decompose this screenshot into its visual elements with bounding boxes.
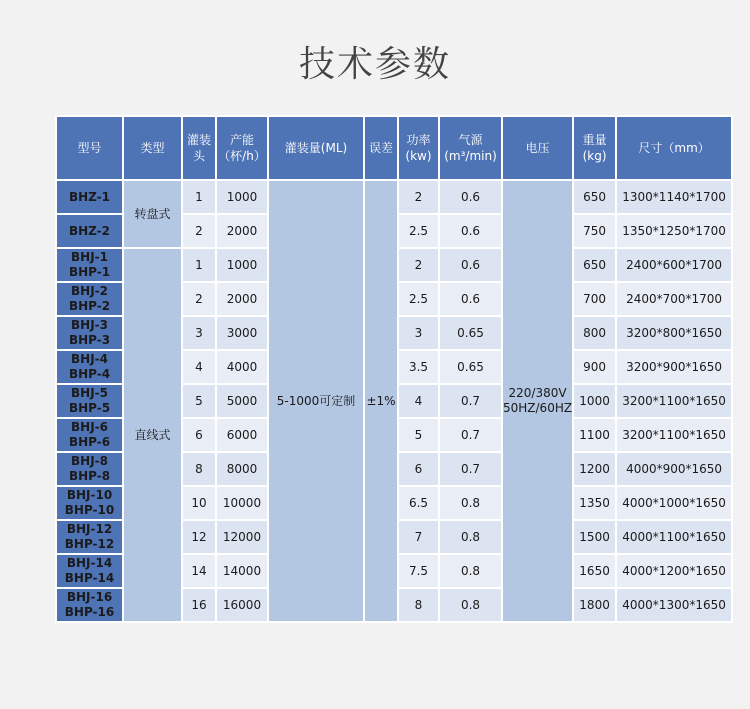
model-cell: BHJ-10 BHP-10 [56,486,123,520]
heads-cell: 12 [182,520,216,554]
size-cell: 2400*700*1700 [616,282,732,316]
voltage-cell: 220/380V 50HZ/60HZ [502,180,573,622]
air-cell: 0.65 [439,350,502,384]
header-size: 尺寸（mm） [616,116,732,180]
header-weight: 重量(kg) [573,116,616,180]
power-cell: 2 [398,248,439,282]
model-cell: BHJ-8 BHP-8 [56,452,123,486]
air-cell: 0.6 [439,282,502,316]
header-power: 功率(kw) [398,116,439,180]
size-cell: 3200*800*1650 [616,316,732,350]
capacity-cell: 1000 [216,248,268,282]
power-cell: 3 [398,316,439,350]
header-voltage: 电压 [502,116,573,180]
size-cell: 2400*600*1700 [616,248,732,282]
heads-cell: 1 [182,180,216,214]
volume-cell: 5-1000可定制 [268,180,364,622]
power-cell: 6 [398,452,439,486]
air-cell: 0.7 [439,384,502,418]
capacity-cell: 8000 [216,452,268,486]
model-cell: BHJ-12 BHP-12 [56,520,123,554]
model-cell: BHJ-1 BHP-1 [56,248,123,282]
air-cell: 0.8 [439,554,502,588]
heads-cell: 16 [182,588,216,622]
capacity-cell: 3000 [216,316,268,350]
weight-cell: 1800 [573,588,616,622]
error-cell: ±1% [364,180,398,622]
weight-cell: 650 [573,180,616,214]
capacity-cell: 2000 [216,214,268,248]
size-cell: 1350*1250*1700 [616,214,732,248]
table-row [56,180,732,214]
power-cell: 2.5 [398,214,439,248]
type-cell: 直线式 [123,248,182,622]
heads-cell: 14 [182,554,216,588]
size-cell: 1300*1140*1700 [616,180,732,214]
model-cell: BHZ-1 [56,180,123,214]
size-cell: 4000*1000*1650 [616,486,732,520]
power-cell: 4 [398,384,439,418]
power-cell: 2 [398,180,439,214]
heads-cell: 2 [182,282,216,316]
weight-cell: 1500 [573,520,616,554]
power-cell: 2.5 [398,282,439,316]
header-type: 类型 [123,116,182,180]
air-cell: 0.6 [439,180,502,214]
capacity-cell: 12000 [216,520,268,554]
header-capacity: 产能（杯/h） [216,116,268,180]
size-cell: 4000*1300*1650 [616,588,732,622]
size-cell: 3200*1100*1650 [616,384,732,418]
header-heads: 灌装头 [182,116,216,180]
model-cell: BHJ-3 BHP-3 [56,316,123,350]
weight-cell: 1000 [573,384,616,418]
model-cell: BHJ-6 BHP-6 [56,418,123,452]
model-cell: BHJ-2 BHP-2 [56,282,123,316]
weight-cell: 750 [573,214,616,248]
power-cell: 5 [398,418,439,452]
air-cell: 0.8 [439,588,502,622]
heads-cell: 8 [182,452,216,486]
weight-cell: 1650 [573,554,616,588]
weight-cell: 1100 [573,418,616,452]
weight-cell: 650 [573,248,616,282]
air-cell: 0.7 [439,418,502,452]
heads-cell: 5 [182,384,216,418]
model-cell: BHZ-2 [56,214,123,248]
header-volume: 灌装量(ML) [268,116,364,180]
size-cell: 4000*900*1650 [616,452,732,486]
spec-table [55,115,733,623]
weight-cell: 700 [573,282,616,316]
header-air: 气源(m³/min) [439,116,502,180]
heads-cell: 3 [182,316,216,350]
heads-cell: 2 [182,214,216,248]
type-cell: 转盘式 [123,180,182,248]
size-cell: 4000*1200*1650 [616,554,732,588]
capacity-cell: 2000 [216,282,268,316]
weight-cell: 1200 [573,452,616,486]
size-cell: 4000*1100*1650 [616,520,732,554]
header-model: 型号 [56,116,123,180]
air-cell: 0.65 [439,316,502,350]
capacity-cell: 6000 [216,418,268,452]
power-cell: 7 [398,520,439,554]
capacity-cell: 14000 [216,554,268,588]
heads-cell: 10 [182,486,216,520]
header-error: 误差 [364,116,398,180]
model-cell: BHJ-4 BHP-4 [56,350,123,384]
air-cell: 0.8 [439,486,502,520]
weight-cell: 900 [573,350,616,384]
capacity-cell: 4000 [216,350,268,384]
weight-cell: 1350 [573,486,616,520]
air-cell: 0.7 [439,452,502,486]
air-cell: 0.8 [439,520,502,554]
power-cell: 7.5 [398,554,439,588]
power-cell: 3.5 [398,350,439,384]
capacity-cell: 1000 [216,180,268,214]
capacity-cell: 5000 [216,384,268,418]
weight-cell: 800 [573,316,616,350]
capacity-cell: 16000 [216,588,268,622]
size-cell: 3200*900*1650 [616,350,732,384]
capacity-cell: 10000 [216,486,268,520]
size-cell: 3200*1100*1650 [616,418,732,452]
model-cell: BHJ-5 BHP-5 [56,384,123,418]
air-cell: 0.6 [439,214,502,248]
model-cell: BHJ-14 BHP-14 [56,554,123,588]
power-cell: 8 [398,588,439,622]
heads-cell: 1 [182,248,216,282]
page-title: 技术参数 [298,44,451,85]
heads-cell: 6 [182,418,216,452]
air-cell: 0.6 [439,248,502,282]
power-cell: 6.5 [398,486,439,520]
model-cell: BHJ-16 BHP-16 [56,588,123,622]
heads-cell: 4 [182,350,216,384]
